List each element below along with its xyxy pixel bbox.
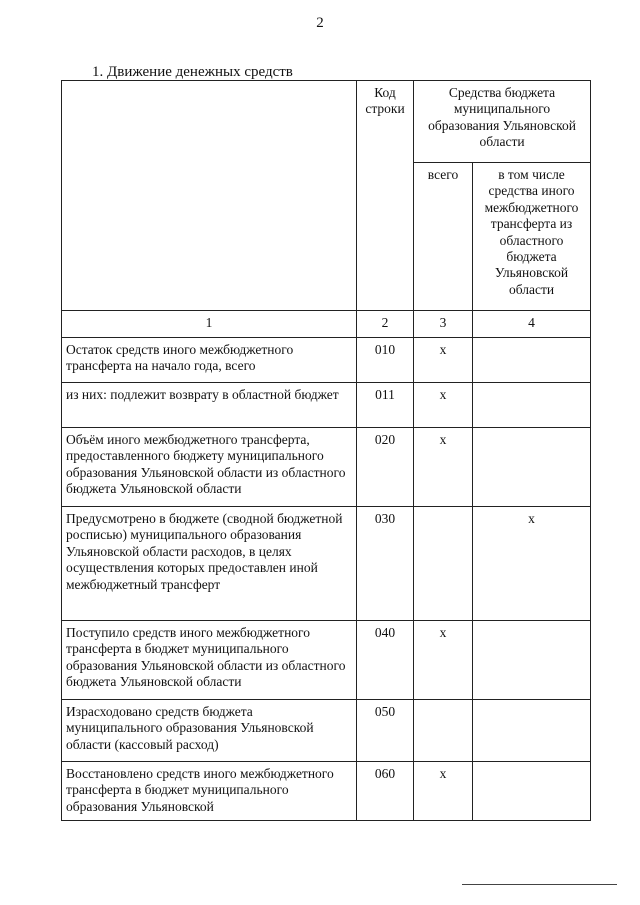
section-title: 1. Движение денежных средств — [92, 64, 293, 80]
header-label-cell — [62, 81, 357, 311]
row-label: Восстановлено средств иного межбюджетного трансферта в бюджет муниципального образования Ульяновской — [62, 762, 357, 821]
row-label: из них: подлежит возврату в областной бюджет — [62, 383, 357, 428]
row-label: Поступило средств иного межбюджетного трансферта в бюджет муниципального образования Ульяновской области из областного бюджета Ульяновской области — [62, 621, 357, 700]
footer-rule — [462, 884, 617, 885]
table-row — [62, 383, 591, 428]
row-total: x — [414, 383, 473, 428]
row-total: x — [414, 762, 473, 821]
row-code: 060 — [357, 762, 414, 821]
header-row — [62, 81, 591, 163]
header-including: в том числе средства иного межбюджетного трансферта из областного бюджета Ульяновской области — [473, 163, 591, 311]
row-total — [414, 700, 473, 762]
table-row — [62, 428, 591, 507]
row-total: x — [414, 428, 473, 507]
row-including — [473, 428, 591, 507]
table-row — [62, 700, 591, 762]
row-including — [473, 700, 591, 762]
page-number: 2 — [316, 15, 324, 31]
row-code: 040 — [357, 621, 414, 700]
table-row — [62, 621, 591, 700]
row-including — [473, 338, 591, 383]
row-including: x — [473, 507, 591, 621]
row-total — [414, 507, 473, 621]
row-total: x — [414, 338, 473, 383]
table-row — [62, 507, 591, 621]
table-row — [62, 762, 591, 821]
column-number: 2 — [357, 311, 414, 338]
header-code: Код строки — [357, 81, 414, 311]
row-including — [473, 383, 591, 428]
column-number: 3 — [414, 311, 473, 338]
row-code: 011 — [357, 383, 414, 428]
row-code: 010 — [357, 338, 414, 383]
row-label: Остаток средств иного межбюджетного трансферта на начало года, всего — [62, 338, 357, 383]
header-total: всего — [414, 163, 473, 311]
row-label: Предусмотрено в бюджете (сводной бюджетной росписью) муниципального образования Ульяновской области расходов, в целях осуществления которых предоставлен иной межбюджетный трансферт — [62, 507, 357, 621]
row-label: Израсходовано средств бюджета муниципального образования Ульяновской области (кассовый расход) — [62, 700, 357, 762]
row-code: 050 — [357, 700, 414, 762]
cash-flow-table — [61, 80, 591, 821]
header-budget-group: Средства бюджета муниципального образования Ульяновской области — [414, 81, 591, 163]
column-number: 1 — [62, 311, 357, 338]
column-number-row — [62, 311, 591, 338]
row-code: 020 — [357, 428, 414, 507]
row-code: 030 — [357, 507, 414, 621]
row-including — [473, 621, 591, 700]
table-row — [62, 338, 591, 383]
row-total: x — [414, 621, 473, 700]
row-including — [473, 762, 591, 821]
column-number: 4 — [473, 311, 591, 338]
row-label: Объём иного межбюджетного трансферта, предоставленного бюджету муниципального образования Ульяновской области из областного бюджета Ульяновской области — [62, 428, 357, 507]
